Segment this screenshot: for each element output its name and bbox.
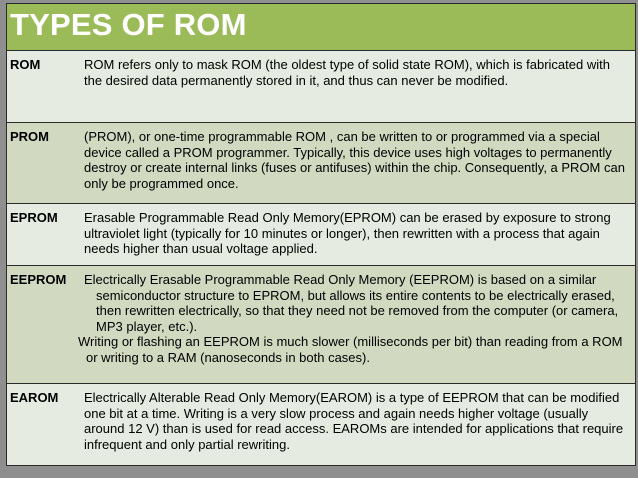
row-description-earom bbox=[84, 390, 626, 452]
earom-paragraph: Electrically Alterable Read Only Memory(EAROM) is a type of EEPROM that can be modified one bit at a time. Writing is a very slow process and again needs higher voltage (usually around 12 V) than is used for read access. EAROMs are intended for applications that require infrequent and only partial rewriting. bbox=[84, 390, 624, 452]
rom-paragraph: ROM refers only to mask ROM (the oldest type of solid state ROM), which is fabricated with the desired data permanently stored in it, and thus can never be modified. bbox=[84, 57, 610, 88]
prom-paragraph: (PROM), or one-time programmable ROM , can be written to or programmed via a special device called a PROM programmer. Typically, this device uses high voltages to permanently destroy or create internal links (fuses or antifuses) within the chip. Consequently, a PROM can only be programmed once. bbox=[84, 129, 625, 191]
table-row-eprom bbox=[7, 204, 635, 266]
row-description-prom bbox=[84, 129, 626, 191]
row-label-earom: EAROM bbox=[10, 390, 59, 405]
eprom-paragraph: Erasable Programmable Read Only Memory(EPROM) can be erased by exposure to strong ultraviolet light (typically for 10 minutes or longer), then rewritten with a process that again needs higher than usual voltage applied. bbox=[84, 210, 611, 257]
table-row-prom bbox=[7, 123, 635, 204]
row-description-eprom bbox=[84, 210, 626, 257]
eeprom-paragraph-1: Electrically Erasable Programmable Read Only Memory (EEPROM) is based on a similar semiconductor structure to EPROM, but allows its entire contents to be electrically erased, then rewritten electrically, so that they need not be removed from the computer (or camera, MP3 player, etc.). bbox=[84, 272, 619, 334]
row-description-rom bbox=[84, 57, 626, 88]
table-row-earom bbox=[7, 384, 635, 465]
eeprom-paragraph-2: Writing or flashing an EEPROM is much slower (milliseconds per bit) than reading from a ROM or writing to a RAM (nanoseconds in both cases). bbox=[78, 334, 623, 365]
row-label-rom: ROM bbox=[10, 57, 41, 72]
row-label-eeprom: EEPROM bbox=[10, 272, 67, 287]
row-label-eprom: EPROM bbox=[10, 210, 58, 225]
row-description-eeprom bbox=[78, 272, 626, 366]
table-header bbox=[7, 4, 635, 51]
table-row-eeprom bbox=[7, 266, 635, 384]
rom-types-table bbox=[6, 3, 636, 466]
table-row-rom bbox=[7, 51, 635, 123]
row-label-prom: PROM bbox=[10, 129, 49, 144]
slide-title: TYPES OF ROM bbox=[10, 7, 247, 42]
